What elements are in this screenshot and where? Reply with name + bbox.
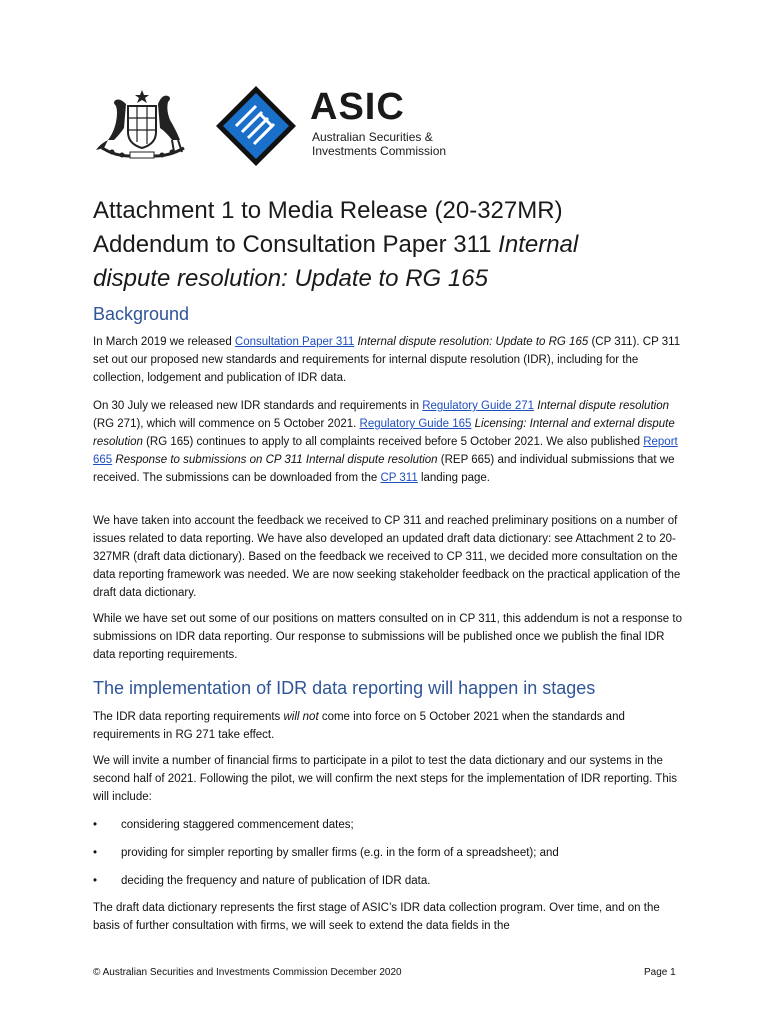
consultation-paper-311-link[interactable]: Consultation Paper 311	[234, 336, 355, 348]
bg-p1-text-a: In March 2019 we released	[93, 336, 235, 348]
title-line-2-italic: Internal	[498, 231, 579, 258]
bullet-text: considering staggered commencement dates;	[121, 819, 354, 831]
title-line-2-plain: Addendum to Consultation Paper 311	[93, 231, 499, 258]
bg-p2-italic-f: Response to submissions on CP 311 Internal dispute resolution	[112, 454, 438, 466]
asic-subtitle-line-1: Australian Securities &	[312, 130, 433, 144]
bg-p2-text-e: (RG 165) continues to apply to all complaints received before 5 October 2021. We also published	[142, 436, 644, 448]
page-number: Page 1	[644, 967, 676, 978]
bg-p1-italic: Internal dispute resolution: Update to RG 165	[354, 336, 589, 348]
asic-logo-icon	[214, 84, 298, 168]
bg-p2-italic-b: Internal dispute resolution	[534, 400, 669, 412]
bullet-text: deciding the frequency and nature of publication of IDR data.	[121, 875, 431, 887]
background-heading: Background	[93, 304, 190, 324]
asic-subtitle-line-2: Investments Commission	[312, 144, 447, 158]
implementation-heading: The implementation of IDR data reporting will happen in stages	[93, 678, 596, 698]
impl-p1-italic: will not	[283, 711, 319, 723]
background-paragraph-3: We have taken into account the feedback we received to CP 311 and reached preliminary positions on a number of issues related to data reporting. We have also developed an updated draft data dictionary: see Attachment 2 to 20-327MR (draft data dictionary). Based on the feedback we received to CP 311, we decided more consultation on the data reporting framework was needed. We are now seeking stakeholder feedback on the practical application of the draft data dictionary.	[93, 515, 681, 599]
background-paragraph-1	[93, 333, 683, 387]
document-title	[93, 194, 713, 296]
implementation-paragraph-3: The draft data dictionary represents the first stage of ASIC’s IDR data collection program. Over time, and on the basis of further consultation with firms, we will seek to extend the data fields in the	[93, 902, 660, 932]
report-665-link[interactable]: Report 665	[93, 436, 678, 466]
implementation-paragraph-1	[93, 708, 683, 744]
asic-logo-subtitle	[312, 130, 446, 158]
regulatory-guide-165-link[interactable]: Regulatory Guide 165	[359, 418, 472, 430]
title-line-3: dispute resolution: Update to RG 165	[93, 265, 488, 292]
title-line-1: Attachment 1 to Media Release (20-327MR)	[93, 197, 563, 224]
impl-p1-text-a: The IDR data reporting requirements	[93, 711, 284, 723]
bg-p2-italic-d: Licensing: Internal and external dispute resolution	[93, 418, 675, 448]
bullet-icon: •	[93, 875, 98, 887]
commonwealth-coat-of-arms-icon	[92, 88, 192, 160]
bullet-text: providing for simpler reporting by smaller firms (e.g. in the form of a spreadsheet); and	[121, 847, 559, 859]
impl-p1-text-c: come into force on 5 October 2021 when the standards and requirements in RG 271 take effect.	[93, 711, 625, 741]
regulatory-guide-271-link[interactable]: Regulatory Guide 271	[422, 400, 535, 412]
bullet-icon: •	[93, 847, 98, 859]
footer-copyright: © Australian Securities and Investments Commission December 2020	[93, 967, 402, 978]
background-paragraph-4: While we have set out some of our positions on matters consulted on in CP 311, this addendum is not a response to submissions on IDR data reporting. Our response to submissions will be published once we publish the final IDR data reporting requirements.	[93, 613, 682, 661]
bg-p2-text-h: landing page.	[417, 472, 491, 484]
bullet-icon: •	[93, 819, 98, 831]
bg-p2-text-c: (RG 271), which will commence on 5 October 2021.	[93, 418, 360, 430]
title-line-2	[93, 228, 713, 262]
implementation-paragraph-2: We will invite a number of financial firms to participate in a pilot to test the data dictionary and our systems in the second half of 2021. Following the pilot, we will confirm the next steps for the implementation of IDR reporting. This will include:	[93, 755, 678, 803]
background-paragraph-2	[93, 397, 683, 487]
cp-311-link[interactable]: CP 311	[380, 472, 418, 484]
bg-p1-text-c: (CP 311). CP 311 set out our proposed new standards and requirements for internal dispute resolution (IDR), including for the collection, lodgement and publication of IDR data.	[93, 336, 681, 384]
asic-wordmark: ASIC	[310, 86, 405, 128]
bg-p2-text-g: (REP 665) and individual submissions that we received. The submissions can be downloaded from the	[93, 454, 675, 484]
bg-p2-text-a: On 30 July we released new IDR standards and requirements in	[93, 400, 423, 412]
